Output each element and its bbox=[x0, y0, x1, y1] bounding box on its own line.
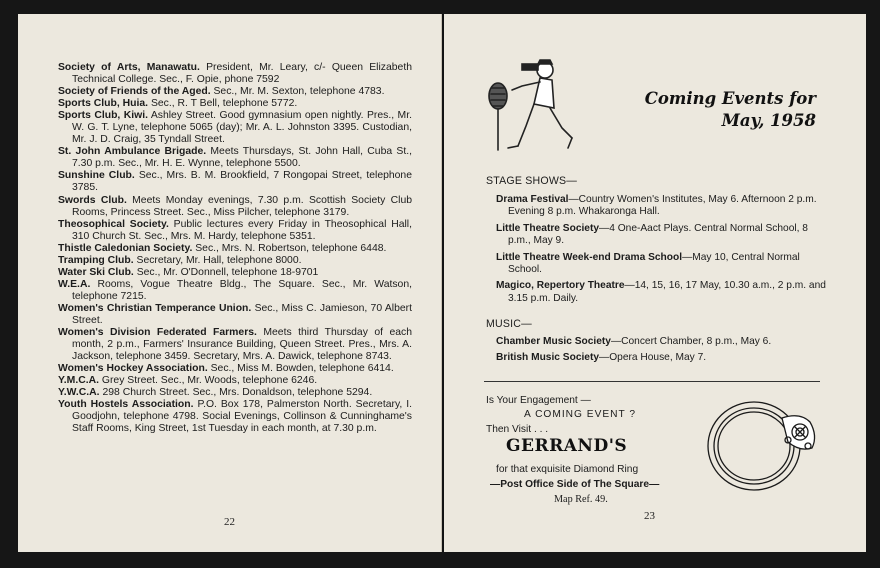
item-name: Little Theatre Week-end Drama School bbox=[496, 251, 683, 263]
list-item bbox=[496, 336, 828, 348]
item-details: Meets Monday evenings, 7.30 p.m. Scottish Society Club Rooms, Princess Street. Sec., Miss Pilcher, telephone 3179. bbox=[72, 194, 412, 218]
item-name: Y.W.C.A. bbox=[58, 387, 100, 399]
item-details: Sec., Mr. O'Donnell, telephone 18-9701 bbox=[133, 266, 319, 278]
item-details: Meets third Thursday of each month, 2 p.m., Farmers' Insurance Building, Queen Street. Pres., Mrs. A. Jackson, telephone 3459. Secretary, Mrs. A. Dawick, telephone 8743. bbox=[72, 327, 413, 363]
list-item bbox=[58, 363, 412, 375]
item-name: Drama Festival bbox=[496, 194, 569, 205]
ad-line-4: for that exquisite Diamond Ring bbox=[496, 464, 639, 475]
list-item bbox=[58, 146, 412, 170]
list-item bbox=[496, 252, 828, 277]
item-details: 298 Church Street. Sec., Mrs. Donaldson, telephone 5294. bbox=[99, 387, 373, 399]
list-item bbox=[58, 375, 412, 387]
list-item bbox=[58, 86, 412, 98]
list-item bbox=[58, 303, 412, 327]
list-item bbox=[58, 170, 412, 194]
item-details: Sec., Miss M. Bowden, telephone 6414. bbox=[207, 363, 394, 375]
page-title bbox=[594, 88, 816, 132]
item-name: Tramping Club. bbox=[58, 254, 134, 266]
item-details: Sec., Miss C. Jamieson, 70 Albert Street. bbox=[72, 302, 412, 326]
ad-line-5: —Post Office Side of The Square— bbox=[490, 479, 660, 490]
music-list bbox=[496, 336, 828, 369]
item-name: W.E.A. bbox=[58, 278, 91, 290]
ad-line-3: Then Visit . . . bbox=[486, 424, 549, 435]
map-reference: Map Ref. 49. bbox=[554, 494, 608, 505]
item-details: —May 10, Central Normal School. bbox=[508, 251, 800, 276]
list-item bbox=[58, 110, 412, 146]
photographer-illustration bbox=[482, 56, 582, 158]
item-name: Thistle Caledonian Society. bbox=[58, 242, 193, 254]
item-name: Women's Christian Temperance Union. bbox=[58, 302, 252, 314]
item-details: Rooms, Vogue Theatre Bldg., The Square. Sec., Mr. Watson, telephone 7215. bbox=[72, 278, 412, 302]
list-item bbox=[496, 280, 828, 305]
right-page bbox=[444, 14, 866, 552]
list-item bbox=[58, 219, 412, 243]
list-item bbox=[58, 255, 412, 267]
list-item bbox=[58, 62, 412, 86]
item-name: British Music Society bbox=[496, 352, 600, 364]
item-name: Little Theatre Society bbox=[496, 222, 600, 234]
list-item bbox=[58, 279, 412, 303]
item-details: Secretary, Mr. Hall, telephone 8000. bbox=[133, 254, 302, 266]
diamond-ring-illustration bbox=[700, 382, 824, 506]
item-name: Women's Division Federated Farmers. bbox=[58, 327, 257, 339]
list-item bbox=[496, 223, 828, 248]
item-name: Society of Friends of the Aged. bbox=[58, 86, 211, 98]
item-name: Youth Hostels Association. bbox=[58, 399, 194, 411]
item-details: —Country Women's Institutes, May 6. Afternoon 2 p.m. Evening 8 p.m. Whakaronga Hall. bbox=[508, 194, 817, 218]
ad-line-1: Is Your Engagement — bbox=[486, 395, 591, 406]
item-name: Theosophical Society. bbox=[58, 218, 169, 230]
item-name: St. John Ambulance Brigade. bbox=[58, 146, 207, 158]
item-name: Swords Club. bbox=[58, 194, 127, 206]
item-name: Chamber Music Society bbox=[496, 336, 611, 347]
list-item bbox=[496, 194, 828, 219]
item-name: Women's Hockey Association. bbox=[58, 363, 208, 375]
item-details: Sec., Mrs. N. Robertson, telephone 6448. bbox=[192, 242, 387, 254]
item-details: Meets Thursdays, St. John Hall, Cuba St., 7.30 p.m. Sec., Mr. H. E. Wynne, telephone 5500. bbox=[72, 146, 413, 170]
item-details: Grey Street. Sec., Mr. Woods, telephone 6246. bbox=[99, 375, 318, 387]
title-line-1: Coming Events for bbox=[644, 89, 816, 108]
page-number-left: 22 bbox=[224, 516, 235, 528]
list-item bbox=[58, 98, 412, 110]
brand-name: GERRAND'S bbox=[506, 436, 628, 456]
item-details: Sec., Mr. M. Sexton, telephone 4783. bbox=[210, 86, 385, 98]
item-name: Magico, Repertory Theatre bbox=[496, 280, 625, 292]
list-item bbox=[58, 195, 412, 219]
stage-shows-heading: STAGE SHOWS— bbox=[486, 175, 578, 187]
item-name: Water Ski Club. bbox=[58, 266, 134, 278]
list-item bbox=[58, 243, 412, 255]
list-item bbox=[496, 352, 828, 364]
stage-shows-list bbox=[496, 194, 828, 309]
item-details: Public lectures every Friday in Theosophical Hall, 310 Church St. Sec., Mrs. M. Hardy, telephone 5351. bbox=[72, 218, 412, 242]
list-item bbox=[58, 387, 412, 399]
directory-list bbox=[58, 62, 412, 435]
title-line-2: May, 1958 bbox=[721, 111, 816, 130]
ad-line-2: A COMING EVENT ? bbox=[524, 409, 637, 420]
music-heading: MUSIC— bbox=[486, 318, 532, 330]
page-number-right: 23 bbox=[644, 510, 655, 522]
item-details: Sec., Mrs. B. M. Brookfield, 7 Rongopai Street, telephone 3785. bbox=[72, 170, 412, 194]
item-details: —Opera House, May 7. bbox=[599, 352, 707, 364]
list-item bbox=[58, 267, 412, 279]
item-details: President, Mr. Leary, c/- Queen Elizabeth Technical College. Sec., F. Opie, phone 7592 bbox=[72, 62, 412, 86]
item-name: Sunshine Club. bbox=[58, 170, 135, 182]
item-details: —4 One-Aact Plays. Central Normal School, 8 p.m., May 9. bbox=[508, 222, 808, 247]
item-name: Society of Arts, Manawatu. bbox=[58, 62, 200, 73]
left-page bbox=[18, 14, 442, 552]
list-item bbox=[58, 399, 412, 435]
item-details: Ashley Street. Good gymnasium open nightly. Pres., Mr. W. G. T. Lyne, telephone 5065 (day); Mr. A. L. Johnston 3395. Custodian, Mr. J. D. Craig, 35 Tyndall Street. bbox=[72, 110, 412, 146]
item-details: P.O. Box 178, Palmerston North. Secretary, I. Goodjohn, telephone 4798. Social Evenings, Collinson & Cunninghame's Staff Rooms, King Street, 1st Tuesday in each month, at 7.30 p.m. bbox=[72, 399, 412, 435]
item-name: Sports Club, Huia. bbox=[58, 98, 149, 110]
list-item bbox=[58, 327, 412, 363]
item-details: Sec., R. T Bell, telephone 5772. bbox=[148, 98, 298, 110]
item-details: —14, 15, 16, 17 May, 10.30 a.m., 2 p.m. and 3.15 p.m. Daily. bbox=[508, 280, 826, 304]
item-name: Y.M.C.A. bbox=[58, 375, 99, 387]
item-name: Sports Club, Kiwi. bbox=[58, 110, 148, 122]
item-details: —Concert Chamber, 8 p.m., May 6. bbox=[610, 336, 772, 347]
